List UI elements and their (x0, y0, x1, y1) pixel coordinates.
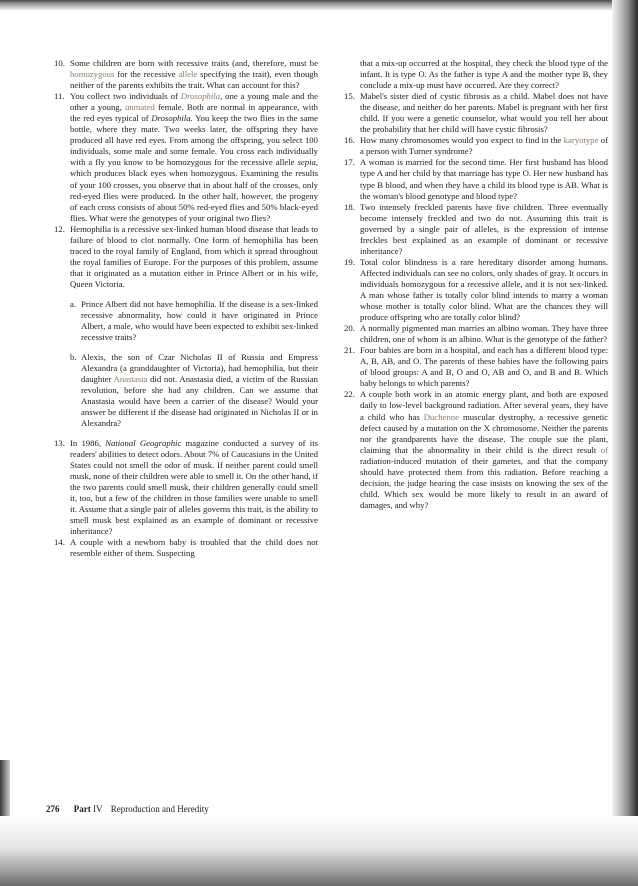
question-12 (54, 224, 318, 290)
question-number: 17. (344, 157, 355, 168)
glossary-term: of (600, 444, 608, 455)
question-13 (54, 438, 318, 537)
question-text: In 1986, (70, 437, 106, 448)
question-text: Two intensely freckled parents have five children. Three eventually become intensely freckled and two do not. Assuming this trait is governed by a single pair of alleles, is the expression of intense freckles best explained as an example of dominant or recessive inheritance? (360, 201, 608, 256)
question-text: How many chromosomes would you expect to find in the (360, 135, 564, 146)
question-number: 22. (344, 389, 355, 400)
question-number: 18. (344, 201, 355, 212)
question-text: Some children are born with recessive traits (and, therefore, must be (70, 58, 318, 68)
right-text-column (344, 58, 608, 511)
question-number: 20. (344, 323, 355, 334)
question-number: 12. (54, 223, 65, 234)
page-number: 276 (46, 804, 60, 814)
question-17 (344, 157, 608, 201)
question-text: A woman is married for the second time. Her first husband has blood type A and her child by that marriage has type O. Her new husband has type B blood, and when they have a child its blood type is AB. What is the woman's blood genotype and blood type? (360, 157, 608, 201)
question-text: female. Both are normal in appearance, with the red eyes typical of (70, 102, 318, 124)
question-text: for the recessive (114, 69, 179, 80)
glossary-term: homozygous (70, 69, 115, 80)
question-text: magazine conducted a survey of its readers' abilities to detect odors. About 7% of Caucasians in the United States could not smell the odor of musk. If neither parent could smell musk, none of their children were able to smell it. On the other hand, if the two parents could smell musk, their children generally could smell it, too, but a few of the children in those families were unable to smell it. Assume that a single pair of alleles governs this trait, is the ability to smell musk best explained as an example of dominant or recessive inheritance? (70, 437, 318, 536)
question-15 (344, 91, 608, 135)
question-10 (54, 58, 318, 91)
question-number: 16. (344, 135, 355, 146)
question-text: Mabel's sister died of cystic fibrosis as a child. Mabel does not have the disease, and neither do her parents. Mabel is pregnant with her first child. If you were a genetic counselor, what would you tell her about the probability that her child will have cystic fibrosis? (360, 91, 608, 135)
question-text: radiation-induced mutation of their gametes, and that the company should have protected them from this radiation. Before reaching a decision, the judge hearing the case insists on knowing the sex of the child. Which sex would be more likely to result in an award of damages, and why? (360, 455, 608, 510)
glossary-term: Duchenne (423, 411, 459, 422)
glossary-term: unmated (124, 102, 155, 113)
scan-shadow-bottom (0, 816, 638, 886)
question-text: , which produces black eyes when homozygous. Examining the results of your 100 crosses, you observe that in about half of the crosses, only red-eyed flies were produced. In the other half, however, the progeny of each cross consists of about 50% red-eyed flies and 50% black-eyed flies. What were the genotypes of your original two flies? (70, 157, 318, 223)
question-21 (344, 345, 608, 389)
question-text: of a person with Turner syndrome? (360, 135, 608, 157)
subquestion-text: Alexis, the son of Czar Nicholas II of Russia and Empress Alexandra (a granddaughter of Victoria), had hemophilia, but their daughter (81, 351, 318, 384)
glossary-term: Drosophila (180, 91, 221, 102)
left-text-column (54, 58, 318, 559)
part-title: Reproduction and Heredity (110, 804, 209, 814)
subquestion-letter: a. (70, 298, 77, 309)
question-22 (344, 389, 608, 511)
question-text: . You keep the two flies in the same bottle, where they mate. Two weeks later, the offspring they have produced all have red eyes. From among the offspring, you select 100 individuals, some male and some female. You cross each individually with a fly you know to be homozygous for the recessive allele (70, 113, 318, 168)
question-number: 15. (344, 91, 355, 102)
question-text: , one a young male and the other a young, (70, 91, 318, 113)
question-text: You collect two individuals of (70, 91, 181, 102)
question-text: Four babies are born in a hospital, and each has a different blood type: A, B, AB, and O. The parents of these babies have the following pairs of blood groups: A and B, O and O, AB and O, and B and B. Which baby belongs to which parents? (360, 345, 608, 389)
question-text: that a mix-up occurred at the hospital, they check the blood type of the infant. It is type O. As the father is type A and the mother type B, they conclude a mix-up must have occurred. Are they correct? (360, 58, 608, 91)
question-14 (54, 537, 318, 559)
page-footer (46, 804, 209, 814)
scan-shadow-right (612, 0, 638, 886)
question-19 (344, 257, 608, 323)
question-12a (70, 299, 318, 343)
question-11 (54, 91, 318, 224)
question-16 (344, 135, 608, 157)
question-number: 21. (344, 345, 355, 356)
part-label: Part (73, 804, 91, 814)
question-text: muscular dystrophy, a recessive genetic defect caused by a mutation on the X chromosome. Neither the parents nor the grandparents have the disease. The couple sue the plant, claiming that the abnormality in their child is the direct result (360, 411, 608, 455)
question-12b (70, 352, 318, 429)
italic-term: National Geographic (105, 437, 182, 448)
glossary-term: allele (178, 69, 198, 80)
question-text: Hemophilia is a recessive sex-linked human blood disease that leads to failure of blood to clot normally. One form of hemophilia has been traced to the royal family of England, from which it spread throughout the royal families of Europe. For the purposes of this problem, assume that it originated as a mutation either in Prince Albert or in his wife, Queen Victoria. (70, 223, 318, 289)
question-text: A couple with a newborn baby is troubled that the child does not resemble either of them. Suspecting (70, 536, 318, 559)
question-20 (344, 323, 608, 345)
question-number: 19. (344, 256, 355, 267)
glossary-term: Anastasia (113, 373, 148, 384)
question-number: 14. (54, 536, 65, 547)
question-text: specifying the trait), even though neither of the parents exhibits the trait. What can account for this? (70, 69, 318, 91)
question-14-continued (344, 58, 608, 91)
question-number: 11. (54, 91, 65, 102)
subquestion-text: Prince Albert did not have hemophilia. If the disease is a sex-linked recessive abnormality, how could it have originated in Prince Albert, a male, who would have been expected to exhibit sex-linked recessive traits? (81, 298, 318, 342)
question-18 (344, 202, 608, 257)
question-number: 13. (54, 437, 65, 448)
italic-term: Drosophila (151, 113, 191, 124)
part-number: IV (93, 804, 103, 814)
question-text: A normally pigmented man marries an albino woman. They have three children, one of whom is an albino. What is the genotype of the father? (360, 323, 608, 345)
italic-term: sepia (297, 157, 316, 168)
subquestion-letter: b. (70, 351, 77, 362)
glossary-term: karyotype (563, 135, 599, 146)
question-text: Total color blindness is a rare hereditary disorder among humans. Affected individuals can see no colors, only shades of gray. It occurs in individuals homozygous for a recessive allele, and it is not sex-linked. A man whose father is totally color blind intends to marry a woman whose mother is totally color blind. What are the chances they will produce offspring who are totally color blind? (360, 256, 608, 323)
question-text: A couple both work in an atomic energy plant, and both are exposed daily to low-level background radiation. After several years, they have a child who has (360, 389, 608, 422)
subquestion-text: did not. Anastasia died, a victim of the Russian revolution, before she had any children. Can we assume that Anastasia would have been a carrier of the disease? Would your answer be different if the disease had originated in Nicholas II or in Alexandra? (81, 373, 318, 428)
scan-shadow-top (0, 0, 638, 10)
question-number: 10. (54, 58, 65, 68)
